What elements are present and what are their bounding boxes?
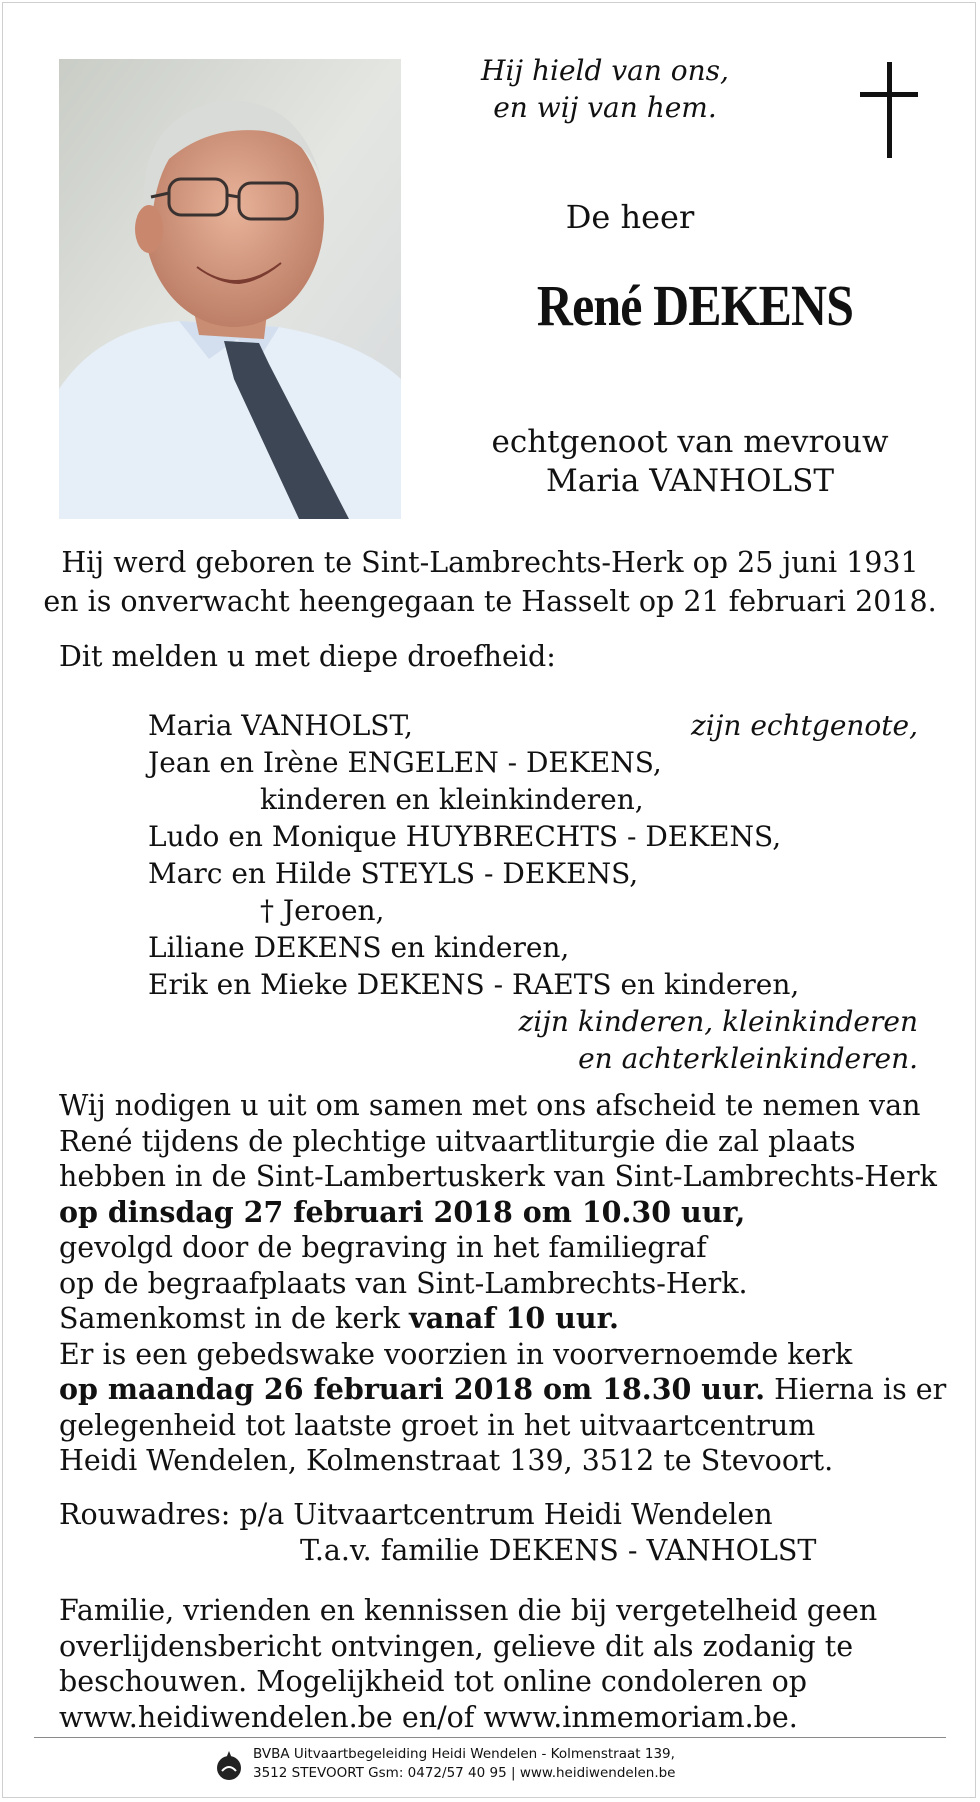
gathering-text: Samenkomst in de kerk bbox=[59, 1302, 410, 1335]
family-row: Erik en Mieke DEKENS - RAETS en kinderen, bbox=[148, 968, 800, 1001]
funeral-date: op dinsdag 27 februari 2018 om 10.30 uur, bbox=[59, 1194, 746, 1229]
invite-line: op de begraafplaats van Sint-Lambrechts-Herk. bbox=[59, 1266, 748, 1300]
deceased-title: De heer bbox=[565, 198, 695, 236]
deceased-name: René DEKENS bbox=[536, 273, 854, 338]
cross-icon bbox=[860, 62, 918, 158]
invite-line: Heidi Wendelen, Kolmenstraat 139, 3512 te Stevoort. bbox=[59, 1444, 834, 1477]
family-row: Jean en Irène ENGELEN - DEKENS, bbox=[148, 746, 662, 779]
family-list bbox=[148, 707, 918, 1077]
closing-line: overlijdensbericht ontvingen, gelieve dit als zodanig te bbox=[59, 1629, 854, 1663]
footer-text bbox=[253, 1745, 675, 1783]
invite-line: gelegenheid tot laatste groet in het uitvaartcentrum bbox=[59, 1408, 816, 1442]
portrait-photo bbox=[59, 59, 401, 519]
invite-line: Er is een gebedswake voorzien in voorvernoemde kerk bbox=[59, 1337, 853, 1371]
vigil-text: Hierna is er bbox=[765, 1373, 947, 1406]
motto-line-2: en wij van hem. bbox=[493, 91, 717, 124]
funeral-invitation bbox=[59, 1088, 959, 1479]
birth-line: Hij werd geboren te Sint-Lambrechts-Herk op 25 juni 1931 bbox=[61, 546, 919, 579]
motto bbox=[460, 52, 750, 126]
announcement: Dit melden u met diepe droefheid: bbox=[59, 640, 556, 673]
address-line-1: Rouwadres: p/a Uitvaartcentrum Heidi Wendelen bbox=[59, 1498, 773, 1531]
spouse-line-1: echtgenoot van mevrouw bbox=[491, 424, 889, 460]
gathering-time: vanaf 10 uur. bbox=[409, 1301, 619, 1335]
closing-line: Familie, vrienden en kennissen die bij vergetelheid geen bbox=[59, 1594, 878, 1627]
family-row-deceased: † Jeroen, bbox=[260, 894, 385, 927]
footer-line-2: 3512 STEVOORT Gsm: 0472/57 40 95 | www.heidiwendelen.be bbox=[253, 1765, 676, 1781]
invite-line bbox=[59, 1301, 959, 1337]
invite-line: gevolgd door de begraving in het familiegraf bbox=[59, 1231, 707, 1264]
family-row bbox=[148, 707, 918, 744]
invite-line: hebben in de Sint-Lambertuskerk van Sint-Lambrechts-Herk bbox=[59, 1160, 937, 1193]
invite-line bbox=[59, 1372, 959, 1408]
family-relation: kinderen en kleinkinderen, bbox=[260, 783, 644, 816]
death-line: en is onverwacht heengegaan te Hasselt op 21 februari 2018. bbox=[43, 585, 937, 618]
family-relation: en achterkleinkinderen. bbox=[578, 1042, 918, 1075]
address-line-2: T.a.v. familie DEKENS - VANHOLST bbox=[300, 1534, 817, 1567]
footer-divider bbox=[34, 1737, 946, 1738]
closing-line: www.heidiwendelen.be en/of www.inmemoriam.be. bbox=[59, 1700, 798, 1734]
funeral-home-logo-icon bbox=[214, 1749, 244, 1783]
mourning-address bbox=[59, 1497, 959, 1569]
footer bbox=[210, 1741, 770, 1791]
invite-line: René tijdens de plechtige uitvaartliturgie die zal plaats bbox=[59, 1124, 856, 1158]
family-member: Maria VANHOLST, bbox=[148, 709, 413, 742]
closing-note bbox=[59, 1593, 959, 1735]
family-relation: zijn kinderen, kleinkinderen bbox=[518, 1005, 918, 1038]
family-relation: zijn echtgenote, bbox=[691, 709, 918, 742]
family-row: Ludo en Monique HUYBRECHTS - DEKENS, bbox=[148, 820, 782, 853]
birth-death-info bbox=[40, 543, 940, 621]
vigil-date: op maandag 26 februari 2018 om 18.30 uur. bbox=[59, 1372, 766, 1406]
invite-line: Wij nodigen u uit om samen met ons afscheid te nemen van bbox=[59, 1089, 921, 1122]
spouse-info bbox=[430, 423, 950, 501]
spouse-line-2: Maria VANHOLST bbox=[545, 463, 835, 499]
closing-line: beschouwen. Mogelijkheid tot online condoleren op bbox=[59, 1665, 808, 1698]
family-row: Marc en Hilde STEYLS - DEKENS, bbox=[148, 857, 639, 890]
motto-line-1: Hij hield van ons, bbox=[481, 54, 729, 87]
family-row: Liliane DEKENS en kinderen, bbox=[148, 931, 570, 964]
footer-line-1: BVBA Uitvaartbegeleiding Heidi Wendelen - Kolmenstraat 139, bbox=[253, 1746, 675, 1762]
